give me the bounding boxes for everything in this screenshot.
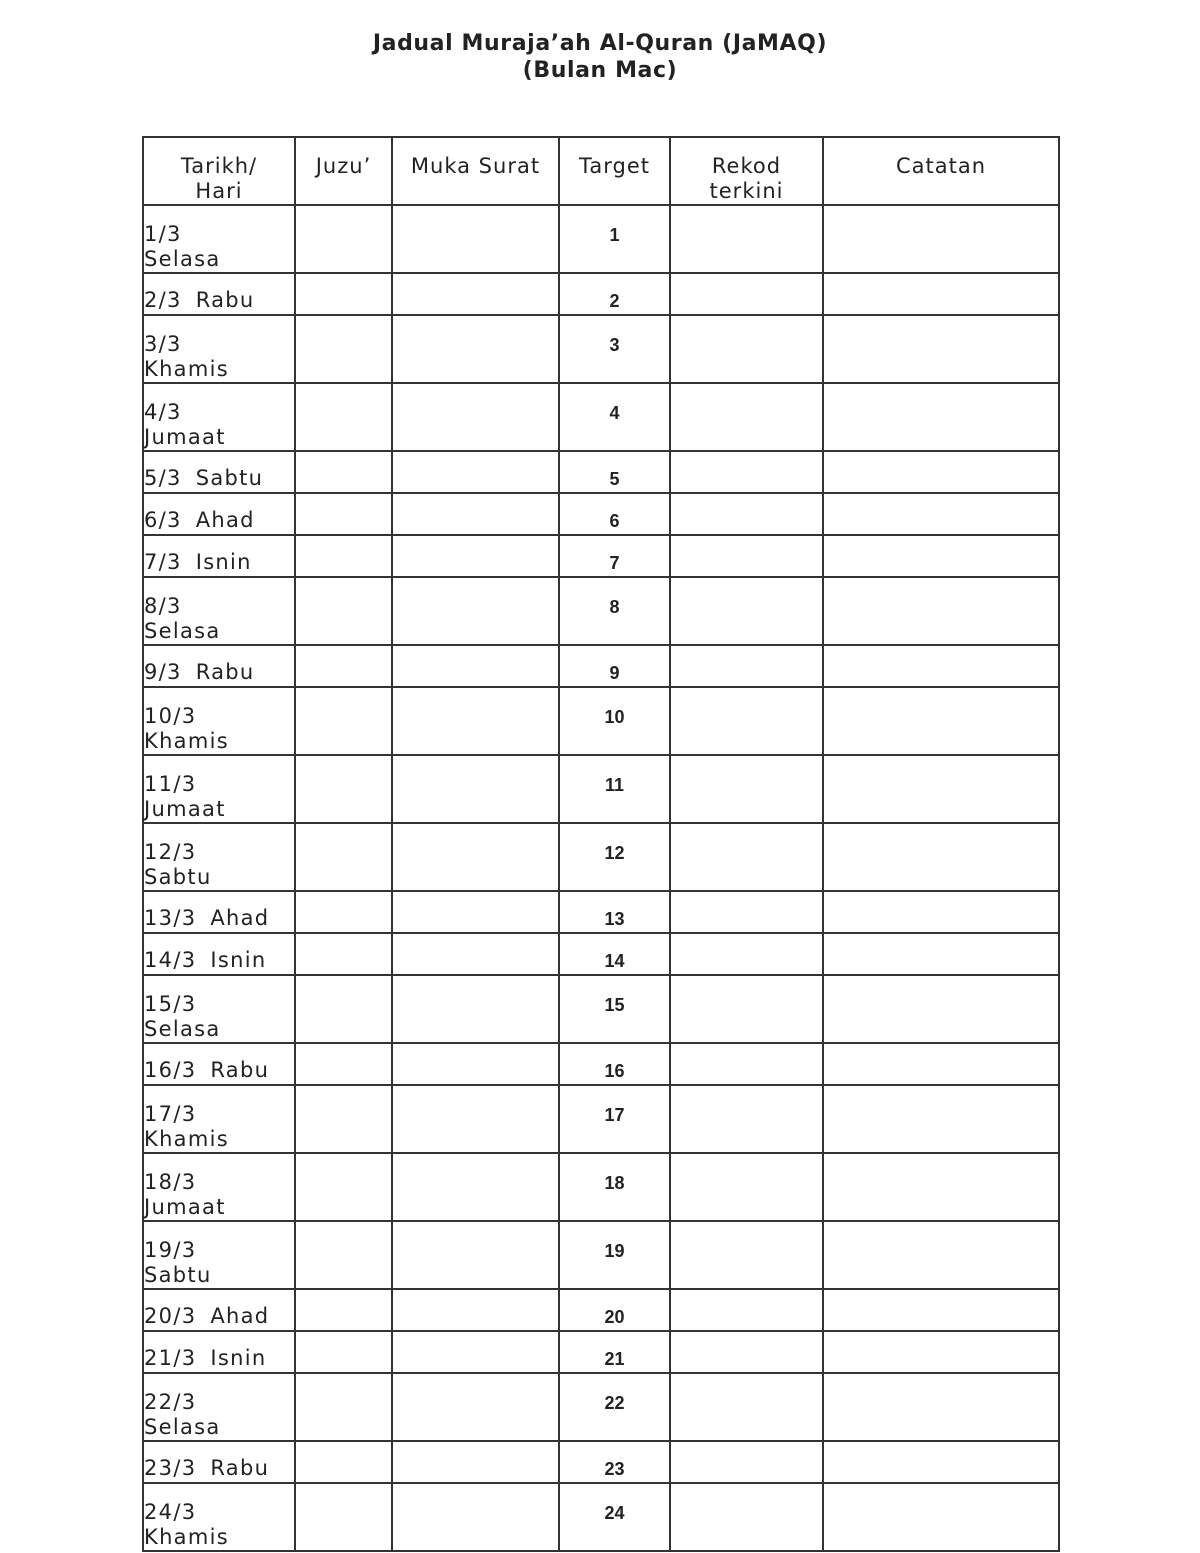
date-text: 22/3 — [144, 1390, 197, 1414]
date-text: 13/3 — [144, 906, 197, 930]
catatan-cell[interactable] — [823, 645, 1059, 687]
muka-surat-cell[interactable] — [392, 687, 559, 755]
juzu-cell[interactable] — [295, 493, 392, 535]
muka-surat-cell[interactable] — [392, 645, 559, 687]
header-rekod-line-1: Rekod — [711, 154, 782, 178]
rekod-terkini-cell[interactable] — [670, 823, 823, 891]
table-row — [143, 1085, 1059, 1153]
juzu-cell[interactable] — [295, 1043, 392, 1085]
catatan-cell[interactable] — [823, 315, 1059, 383]
header-date — [143, 137, 295, 205]
date-day-cell — [143, 891, 295, 933]
date-text: 10/3 — [144, 704, 197, 728]
table-row — [143, 975, 1059, 1043]
target-cell: 11 — [559, 755, 670, 823]
header-rekod-line-2: terkini — [709, 179, 784, 203]
date-day-cell — [143, 1483, 295, 1551]
rekod-terkini-cell[interactable] — [670, 1153, 823, 1221]
header-target: Target — [559, 137, 670, 205]
date-day-cell — [143, 535, 295, 577]
muka-surat-cell[interactable] — [392, 577, 559, 645]
table-row — [143, 535, 1059, 577]
header-rekod — [670, 137, 823, 205]
target-cell: 17 — [559, 1085, 670, 1153]
rekod-terkini-cell[interactable] — [670, 451, 823, 493]
rekod-terkini-cell[interactable] — [670, 1221, 823, 1289]
rekod-terkini-cell[interactable] — [670, 493, 823, 535]
table-row — [143, 315, 1059, 383]
rekod-terkini-cell[interactable] — [670, 933, 823, 975]
rekod-terkini-cell[interactable] — [670, 535, 823, 577]
date-text: 9/3 — [144, 660, 182, 684]
day-text: Ahad — [210, 1304, 270, 1328]
table-row — [143, 687, 1059, 755]
target-cell: 15 — [559, 975, 670, 1043]
rekod-terkini-cell[interactable] — [670, 891, 823, 933]
catatan-cell[interactable] — [823, 535, 1059, 577]
table-row — [143, 1331, 1059, 1373]
rekod-terkini-cell[interactable] — [670, 1289, 823, 1331]
catatan-cell[interactable] — [823, 1441, 1059, 1483]
juzu-cell[interactable] — [295, 205, 392, 273]
schedule-table — [142, 136, 1060, 1552]
table-row — [143, 451, 1059, 493]
date-text: 24/3 — [144, 1500, 197, 1524]
catatan-cell[interactable] — [823, 1331, 1059, 1373]
date-text: 7/3 — [144, 550, 182, 574]
date-day-cell — [143, 383, 295, 451]
juzu-cell[interactable] — [295, 1153, 392, 1221]
muka-surat-cell[interactable] — [392, 1289, 559, 1331]
date-text: 1/3 — [144, 222, 182, 246]
table-row — [143, 383, 1059, 451]
target-cell: 19 — [559, 1221, 670, 1289]
target-cell: 16 — [559, 1043, 670, 1085]
target-cell: 8 — [559, 577, 670, 645]
catatan-cell[interactable] — [823, 975, 1059, 1043]
muka-surat-cell[interactable] — [392, 1373, 559, 1441]
date-text: 3/3 — [144, 332, 182, 356]
date-day-cell — [143, 933, 295, 975]
muka-surat-cell[interactable] — [392, 1153, 559, 1221]
date-day-cell — [143, 645, 295, 687]
rekod-terkini-cell[interactable] — [670, 975, 823, 1043]
page-title — [0, 30, 1200, 84]
catatan-cell[interactable] — [823, 577, 1059, 645]
muka-surat-cell[interactable] — [392, 493, 559, 535]
day-text: Rabu — [195, 288, 255, 312]
catatan-cell[interactable] — [823, 891, 1059, 933]
day-text: Khamis — [144, 1525, 229, 1549]
day-text: Ahad — [195, 508, 255, 532]
day-text: Khamis — [144, 729, 229, 753]
day-text: Selasa — [144, 1017, 221, 1041]
rekod-terkini-cell[interactable] — [670, 205, 823, 273]
day-text: Selasa — [144, 619, 221, 643]
rekod-terkini-cell[interactable] — [670, 1483, 823, 1551]
date-day-cell — [143, 1289, 295, 1331]
day-text: Selasa — [144, 247, 221, 271]
catatan-cell[interactable] — [823, 1483, 1059, 1551]
day-text: Jumaat — [144, 1195, 226, 1219]
table-row — [143, 1153, 1059, 1221]
day-text: Isnin — [195, 550, 252, 574]
rekod-terkini-cell[interactable] — [670, 687, 823, 755]
date-day-cell — [143, 687, 295, 755]
rekod-terkini-cell[interactable] — [670, 273, 823, 315]
day-text: Jumaat — [144, 797, 226, 821]
day-text: Isnin — [210, 948, 267, 972]
day-text: Khamis — [144, 357, 229, 381]
juzu-cell[interactable] — [295, 273, 392, 315]
target-cell: 21 — [559, 1331, 670, 1373]
date-day-cell — [143, 1441, 295, 1483]
muka-surat-cell[interactable] — [392, 823, 559, 891]
juzu-cell[interactable] — [295, 755, 392, 823]
juzu-cell[interactable] — [295, 1441, 392, 1483]
header-date-line-2: Hari — [195, 179, 243, 203]
target-cell: 20 — [559, 1289, 670, 1331]
target-cell: 2 — [559, 273, 670, 315]
muka-surat-cell[interactable] — [392, 933, 559, 975]
rekod-terkini-cell[interactable] — [670, 645, 823, 687]
rekod-terkini-cell[interactable] — [670, 755, 823, 823]
rekod-terkini-cell[interactable] — [670, 315, 823, 383]
table-row — [143, 1441, 1059, 1483]
muka-surat-cell[interactable] — [392, 1441, 559, 1483]
date-day-cell — [143, 577, 295, 645]
day-text: Rabu — [210, 1058, 270, 1082]
table-row — [143, 1221, 1059, 1289]
muka-surat-cell[interactable] — [392, 1085, 559, 1153]
juzu-cell[interactable] — [295, 891, 392, 933]
date-text: 12/3 — [144, 840, 197, 864]
date-day-cell — [143, 273, 295, 315]
juzu-cell[interactable] — [295, 451, 392, 493]
rekod-terkini-cell[interactable] — [670, 383, 823, 451]
date-text: 23/3 — [144, 1456, 197, 1480]
table-row — [143, 493, 1059, 535]
juzu-cell[interactable] — [295, 645, 392, 687]
rekod-terkini-cell[interactable] — [670, 1331, 823, 1373]
date-text: 11/3 — [144, 772, 197, 796]
date-text: 2/3 — [144, 288, 182, 312]
day-text: Jumaat — [144, 425, 226, 449]
day-text: Ahad — [210, 906, 270, 930]
catatan-cell[interactable] — [823, 1221, 1059, 1289]
target-cell: 14 — [559, 933, 670, 975]
muka-surat-cell[interactable] — [392, 1043, 559, 1085]
target-cell: 24 — [559, 1483, 670, 1551]
muka-surat-cell[interactable] — [392, 1221, 559, 1289]
date-day-cell — [143, 1331, 295, 1373]
catatan-cell[interactable] — [823, 755, 1059, 823]
date-text: 19/3 — [144, 1238, 197, 1262]
date-day-cell — [143, 1221, 295, 1289]
header-muka-surat: Muka Surat — [392, 137, 559, 205]
table-row — [143, 823, 1059, 891]
day-text: Rabu — [210, 1456, 270, 1480]
day-text: Sabtu — [144, 1263, 212, 1287]
date-day-cell — [143, 1153, 295, 1221]
catatan-cell[interactable] — [823, 451, 1059, 493]
table-row — [143, 891, 1059, 933]
header-date-line-1: Tarikh/ — [180, 154, 258, 178]
date-day-cell — [143, 493, 295, 535]
juzu-cell[interactable] — [295, 975, 392, 1043]
date-text: 20/3 — [144, 1304, 197, 1328]
rekod-terkini-cell[interactable] — [670, 577, 823, 645]
date-day-cell — [143, 975, 295, 1043]
juzu-cell[interactable] — [295, 535, 392, 577]
muka-surat-cell[interactable] — [392, 975, 559, 1043]
table-row — [143, 1289, 1059, 1331]
date-text: 18/3 — [144, 1170, 197, 1194]
catatan-cell[interactable] — [823, 493, 1059, 535]
title-line-2: (Bulan Mac) — [522, 58, 678, 83]
date-day-cell — [143, 823, 295, 891]
rekod-terkini-cell[interactable] — [670, 1085, 823, 1153]
date-text: 14/3 — [144, 948, 197, 972]
date-text: 16/3 — [144, 1058, 197, 1082]
date-day-cell — [143, 1043, 295, 1085]
header-row — [143, 137, 1059, 205]
target-cell: 18 — [559, 1153, 670, 1221]
muka-surat-cell[interactable] — [392, 273, 559, 315]
header-juzu: Juzu’ — [295, 137, 392, 205]
target-cell: 6 — [559, 493, 670, 535]
date-text: 6/3 — [144, 508, 182, 532]
catatan-cell[interactable] — [823, 933, 1059, 975]
muka-surat-cell[interactable] — [392, 891, 559, 933]
target-cell: 9 — [559, 645, 670, 687]
target-cell: 4 — [559, 383, 670, 451]
title-line-1: Jadual Muraja’ah Al-Quran (JaMAQ) — [372, 31, 828, 56]
table-row — [143, 1043, 1059, 1085]
date-day-cell — [143, 315, 295, 383]
catatan-cell[interactable] — [823, 205, 1059, 273]
day-text: Sabtu — [195, 466, 264, 490]
muka-surat-cell[interactable] — [392, 755, 559, 823]
day-text: Selasa — [144, 1415, 221, 1439]
juzu-cell[interactable] — [295, 1221, 392, 1289]
target-cell: 12 — [559, 823, 670, 891]
date-text: 17/3 — [144, 1102, 197, 1126]
table-row — [143, 645, 1059, 687]
table-row — [143, 755, 1059, 823]
juzu-cell[interactable] — [295, 383, 392, 451]
table-row — [143, 1483, 1059, 1551]
rekod-terkini-cell[interactable] — [670, 1043, 823, 1085]
juzu-cell[interactable] — [295, 1373, 392, 1441]
juzu-cell[interactable] — [295, 577, 392, 645]
day-text: Isnin — [210, 1346, 267, 1370]
catatan-cell[interactable] — [823, 823, 1059, 891]
juzu-cell[interactable] — [295, 1085, 392, 1153]
juzu-cell[interactable] — [295, 1483, 392, 1551]
catatan-cell[interactable] — [823, 383, 1059, 451]
table-row — [143, 1373, 1059, 1441]
date-day-cell — [143, 451, 295, 493]
rekod-terkini-cell[interactable] — [670, 1441, 823, 1483]
header-catatan: Catatan — [823, 137, 1059, 205]
day-text: Sabtu — [144, 865, 212, 889]
date-text: 21/3 — [144, 1346, 197, 1370]
date-text: 15/3 — [144, 992, 197, 1016]
target-cell: 1 — [559, 205, 670, 273]
target-cell: 10 — [559, 687, 670, 755]
juzu-cell[interactable] — [295, 1331, 392, 1373]
date-text: 4/3 — [144, 400, 182, 424]
date-day-cell — [143, 1373, 295, 1441]
muka-surat-cell[interactable] — [392, 1483, 559, 1551]
juzu-cell[interactable] — [295, 823, 392, 891]
table-row — [143, 273, 1059, 315]
catatan-cell[interactable] — [823, 1289, 1059, 1331]
target-cell: 3 — [559, 315, 670, 383]
catatan-cell[interactable] — [823, 1043, 1059, 1085]
juzu-cell[interactable] — [295, 687, 392, 755]
target-cell: 13 — [559, 891, 670, 933]
target-cell: 22 — [559, 1373, 670, 1441]
target-cell: 7 — [559, 535, 670, 577]
juzu-cell[interactable] — [295, 315, 392, 383]
catatan-cell[interactable] — [823, 687, 1059, 755]
date-day-cell — [143, 755, 295, 823]
date-text: 5/3 — [144, 466, 182, 490]
muka-surat-cell[interactable] — [392, 451, 559, 493]
table-row — [143, 205, 1059, 273]
muka-surat-cell[interactable] — [392, 1331, 559, 1373]
rekod-terkini-cell[interactable] — [670, 1373, 823, 1441]
muka-surat-cell[interactable] — [392, 315, 559, 383]
catatan-cell[interactable] — [823, 1153, 1059, 1221]
catatan-cell[interactable] — [823, 273, 1059, 315]
target-cell: 5 — [559, 451, 670, 493]
day-text: Khamis — [144, 1127, 229, 1151]
catatan-cell[interactable] — [823, 1085, 1059, 1153]
date-day-cell — [143, 205, 295, 273]
table-row — [143, 577, 1059, 645]
day-text: Rabu — [195, 660, 255, 684]
date-text: 8/3 — [144, 594, 182, 618]
muka-surat-cell[interactable] — [392, 535, 559, 577]
target-cell: 23 — [559, 1441, 670, 1483]
date-day-cell — [143, 1085, 295, 1153]
muka-surat-cell[interactable] — [392, 205, 559, 273]
catatan-cell[interactable] — [823, 1373, 1059, 1441]
table-body — [143, 205, 1059, 1551]
juzu-cell[interactable] — [295, 1289, 392, 1331]
juzu-cell[interactable] — [295, 933, 392, 975]
table-row — [143, 933, 1059, 975]
muka-surat-cell[interactable] — [392, 383, 559, 451]
